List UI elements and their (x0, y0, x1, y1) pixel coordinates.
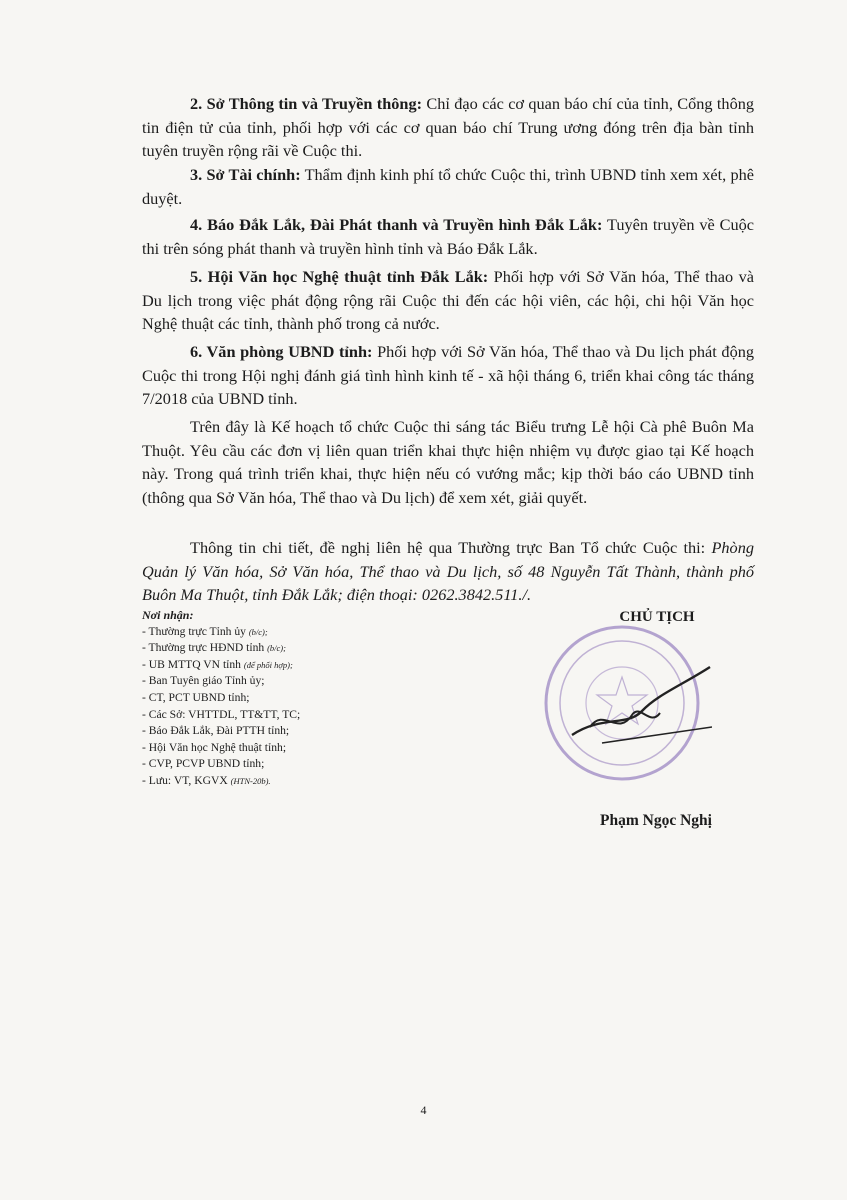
signature-title: CHỦ TỊCH (619, 609, 695, 625)
list-item: - Ban Tuyên giáo Tỉnh ủy; (142, 674, 265, 688)
item-label: 6. Văn phòng UBND tỉnh: (190, 342, 373, 361)
recipients-block (142, 608, 442, 790)
contact-paragraph (142, 536, 754, 607)
signer-name: Phạm Ngọc Nghị (600, 812, 712, 829)
list-item: - Báo Đắk Lắk, Đài PTTH tỉnh; (142, 724, 290, 738)
official-seal-stamp (532, 615, 712, 785)
recipients-heading: Nơi nhận: (142, 608, 194, 622)
item-text: Chỉ đạo các cơ quan báo chí của tỉnh, Cổng thông tin điện tử của tỉnh, phối hợp với các cơ quan báo chí Trung ương đóng trên địa bàn tỉnh tuyên truyền rộng rãi về Cuộc thi. (142, 94, 754, 160)
item-label: 5. Hội Văn học Nghệ thuật tỉnh Đắk Lắk: (190, 267, 489, 286)
item-text: Phối hợp với Sở Văn hóa, Thể thao và Du lịch phát động Cuộc thi trong Hội nghị đánh giá tình hình kinh tế - xã hội tháng 6, triển khai công tác tháng 7/2018 của UBND tỉnh. (142, 342, 754, 408)
page-number: 4 (420, 1103, 427, 1117)
paragraph-item-2 (142, 92, 754, 163)
list-item: - Lưu: VT, KGVX (HTN-20b). (142, 773, 271, 787)
item-text: Thẩm định kinh phí tổ chức Cuộc thi, trình UBND tỉnh xem xét, phê duyệt. (142, 165, 755, 208)
paragraph-item-3 (142, 163, 754, 210)
paragraph-item-4 (142, 213, 754, 260)
item-label: 2. Sở Thông tin và Truyền thông: (190, 94, 423, 113)
paragraph-item-5 (142, 265, 754, 336)
item-text: Tuyên truyền về Cuộc thi trên sóng phát thanh và truyền hình tỉnh và Báo Đắk Lắk. (142, 215, 755, 258)
list-item: - CVP, PCVP UBND tỉnh; (142, 757, 265, 771)
contact-intro: Thông tin chi tiết, đề nghị liên hệ qua Thường trực Ban Tổ chức Cuộc thi: (190, 538, 706, 557)
closing-paragraph: Trên đây là Kế hoạch tổ chức Cuộc thi sáng tác Biểu trưng Lễ hội Cà phê Buôn Ma Thuột. Yêu cầu các đơn vị liên quan triển khai thực hiện nhiệm vụ được giao tại Kế hoạch này. Trong quá trình triển khai, thực hiện nếu có vướng mắc; kịp thời báo cáo UBND tỉnh (thông qua Sở Văn hóa, Thể thao và Du lịch) để xem xét, giải quyết. (142, 417, 754, 507)
list-item: - Hội Văn học Nghệ thuật tỉnh; (142, 740, 287, 754)
list-item: - CT, PCT UBND tỉnh; (142, 690, 250, 704)
contact-detail: Phòng Quản lý Văn hóa, Sở Văn hóa, Thể thao và Du lịch, số 48 Nguyễn Tất Thành, thành phố Buôn Ma Thuột, tỉnh Đắk Lắk; điện thoại: 0262.3842.511./. (142, 538, 754, 604)
item-text: Phối hợp với Sở Văn hóa, Thể thao và Du lịch trong việc phát động rộng rãi Cuộc thi đến các hội viên, các hội, chi hội Văn học Nghệ thuật các tỉnh, thành phố trong cả nước. (142, 267, 754, 333)
list-item: - Các Sở: VHTTDL, TT&TT, TC; (142, 707, 301, 721)
list-item: - Thường trực Tỉnh ủy (b/c); (142, 624, 268, 638)
item-label: 3. Sở Tài chính: (190, 165, 301, 184)
list-item: - UB MTTQ VN tỉnh (để phối hợp); (142, 657, 293, 671)
recipients-list (142, 624, 442, 790)
item-label: 4. Báo Đắk Lắk, Đài Phát thanh và Truyền hình Đắk Lắk: (190, 215, 603, 234)
list-item: - Thường trực HĐND tỉnh (b/c); (142, 641, 286, 655)
paragraph-item-6 (142, 340, 754, 411)
